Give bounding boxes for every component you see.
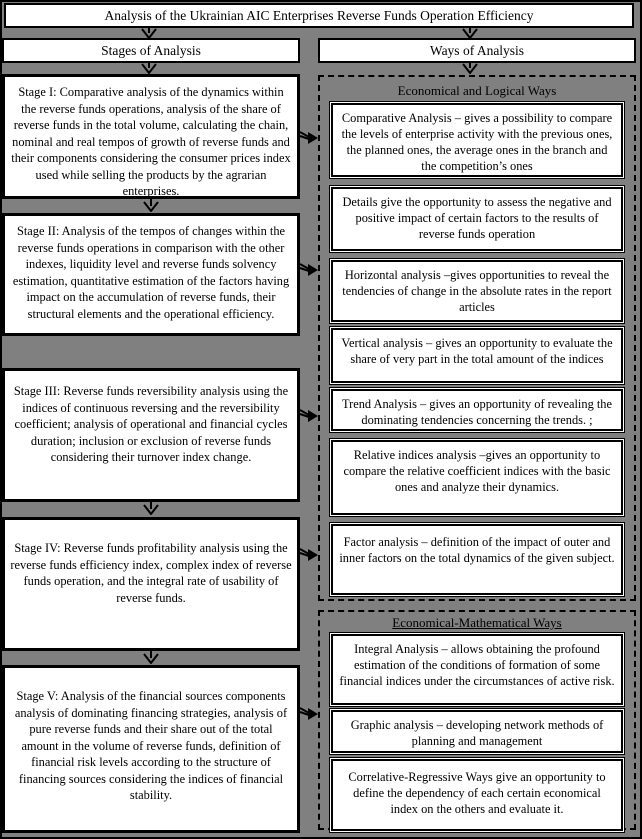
way-box-comparative-analysis: Comparative Analysis – gives a possibility to compare the levels of enterprise activity with the previous ones, the planned ones, the average ones in the branch and the competition’s ones [331, 103, 623, 177]
way-box-relative-indices-analysis: Relative indices analysis –gives an opportunity to compare the relative coefficient indices with the basic ones and analyze their dynamics. [331, 440, 623, 515]
stage-box-1: Stage I: Comparative analysis of the dynamics within the reverse funds operations, analysis of the share of reverse funds in the total volume, calculating the chain, nominal and real tempos of growth of reverse funds and their components considering the consumer prices index used while selling the products by the agrarian enterprises. [2, 74, 300, 199]
stage-box-5: Stage V: Analysis of the financial sources components analysis of dominating financing strategies, analysis of pure reverse funds and their share out of the total amount in the volume of reverse funds, definition of financial risk levels according to the structure of financing sources considering the indices of financial stability. [2, 665, 300, 833]
way-box-factor-analysis: Factor analysis – definition of the impact of outer and inner factors on the total dynamics of the given subject. [331, 524, 623, 595]
right-column-header: Ways of Analysis [318, 38, 636, 63]
arrow-down-icon [140, 62, 158, 74]
diagram-title: Analysis of the Ukrainian AIC Enterprises Reverse Funds Operation Efficiency [4, 3, 634, 28]
left-column-header: Stages of Analysis [2, 38, 300, 63]
way-box-details: Details give the opportunity to assess the negative and positive impact of certain factors to the results of reverse funds operation [331, 187, 623, 251]
ways-group-economical-mathematical [318, 610, 636, 830]
arrow-down-icon [142, 199, 160, 212]
arrow-down-icon [142, 502, 160, 515]
arrow-right-icon [299, 547, 319, 563]
way-box-correlative-regressive: Correlative-Regressive Ways give an opportunity to define the dependency of each certain economical index on the others and evaluate it. [331, 759, 623, 831]
way-box-graphic-analysis: Graphic analysis – developing network methods of planning and management [331, 710, 623, 753]
stage-box-3: Stage III: Reverse funds reversibility analysis using the indices of continuous reversing and the reversibility coefficient; analysis of operational and financial cycles duration; inclusion or exclusion of reverse funds considering their turnover index change. [2, 368, 300, 502]
stage-box-4: Stage IV: Reverse funds profitability analysis using the reverse funds efficiency index, complex index of reverse funds operation, and the integral rate of usability of reverse funds. [2, 517, 300, 651]
arrow-down-icon [461, 62, 479, 74]
way-box-horizontal-analysis: Horizontal analysis –gives opportunities to reveal the tendencies of change in the absolute rates in the report articles [331, 260, 623, 322]
group-header-economical-mathematical: Economical-Mathematical Ways [392, 615, 562, 630]
ways-group-economical-logical [318, 75, 636, 601]
way-box-trend-analysis: Trend Analysis – gives an opportunity of revealing the dominating tendencies concerning the trends. ; [331, 389, 623, 431]
way-box-vertical-analysis: Vertical analysis – gives an opportunity to evaluate the share of very part in the total amount of the indices [331, 328, 623, 383]
arrow-down-icon [142, 651, 160, 664]
group-header-economical-logical: Economical and Logical Ways [397, 83, 557, 98]
stage-box-2: Stage II: Analysis of the tempos of changes within the reverse funds operations in comparison with the other indexes, liquidity level and reverse funds solvency estimation, quantitative estimation of the factors having impact on the accumulation of reverse funds, their structural elements and the operational efficiency. [2, 213, 300, 336]
way-box-integral-analysis: Integral Analysis – allows obtaining the profound estimation of the conditions of formation of some financial indices under the circumstances of active risk. [331, 634, 623, 705]
arrow-right-icon [299, 130, 319, 146]
arrow-right-icon [299, 408, 319, 424]
arrow-right-icon [299, 262, 319, 278]
arrow-right-icon [299, 706, 319, 722]
